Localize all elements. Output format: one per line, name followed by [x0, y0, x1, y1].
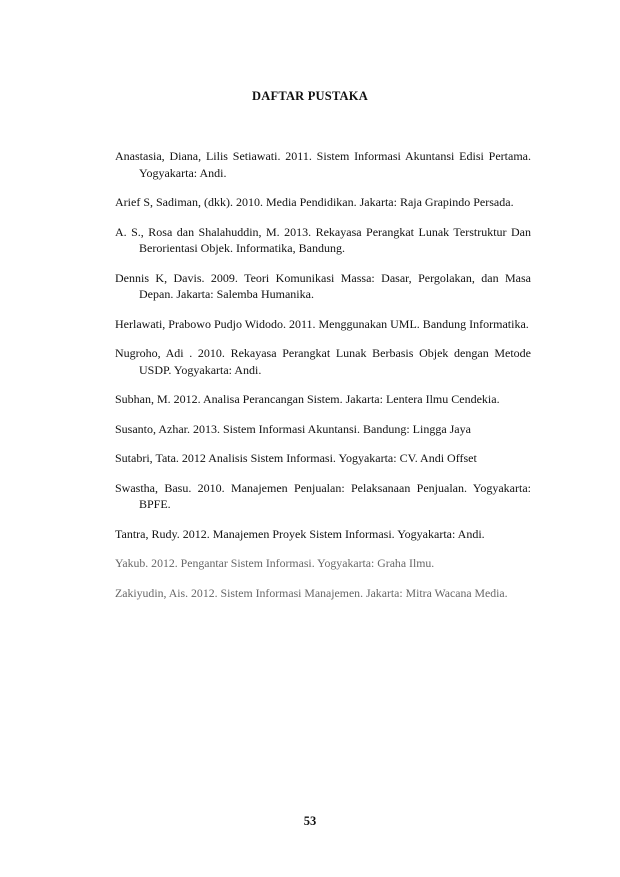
reference-item: Arief S, Sadiman, (dkk). 2010. Media Pendidikan. Jakarta: Raja Grapindo Persada.	[115, 195, 514, 209]
page-number: 53	[303, 814, 317, 828]
reference-item: Tantra, Rudy. 2012. Manajemen Proyek Sistem Informasi. Yogyakarta: Andi.	[115, 526, 485, 541]
reference-item: A. S., Rosa dan Shalahuddin, M. 2013. Rekayasa Perangkat Lunak Terstruktur Dan Berorientasi Objek. Informatika, Bandung.	[115, 224, 531, 255]
reference-item: Herlawati, Prabowo Pudjo Widodo. 2011. Menggunakan UML. Bandung Informatika.	[115, 316, 529, 331]
reference-item: Susanto, Azhar. 2013. Sistem Informasi Akuntansi. Bandung: Lingga Jaya	[115, 421, 471, 436]
reference-list	[115, 148, 531, 614]
reference-item: Subhan, M. 2012. Analisa Perancangan Sistem. Jakarta: Lentera Ilmu Cendekia.	[115, 392, 500, 406]
reference-item: Sutabri, Tata. 2012 Analisis Sistem Informasi. Yogyakarta: CV. Andi Offset	[115, 451, 477, 465]
page-title: DAFTAR PUSTAKA	[252, 89, 368, 103]
reference-item: Nugroho, Adi . 2010. Rekayasa Perangkat Lunak Berbasis Objek dengan Metode USDP. Yogyakarta: Andi.	[115, 346, 531, 377]
reference-item: Dennis K, Davis. 2009. Teori Komunikasi Massa: Dasar, Pergolakan, dan Masa Depan. Jakarta: Salemba Humanika.	[115, 270, 531, 301]
reference-item: Anastasia, Diana, Lilis Setiawati. 2011. Sistem Informasi Akuntansi Edisi Pertama. Yogyakarta: Andi.	[115, 149, 531, 180]
reference-item: Swastha, Basu. 2010. Manajemen Penjualan: Pelaksanaan Penjualan. Yogyakarta: BPFE.	[115, 480, 531, 511]
reference-item: Zakiyudin, Ais. 2012. Sistem Informasi Manajemen. Jakarta: Mitra Wacana Media.	[115, 585, 508, 600]
reference-item: Yakub. 2012. Pengantar Sistem Informasi. Yogyakarta: Graha Ilmu.	[115, 556, 435, 570]
